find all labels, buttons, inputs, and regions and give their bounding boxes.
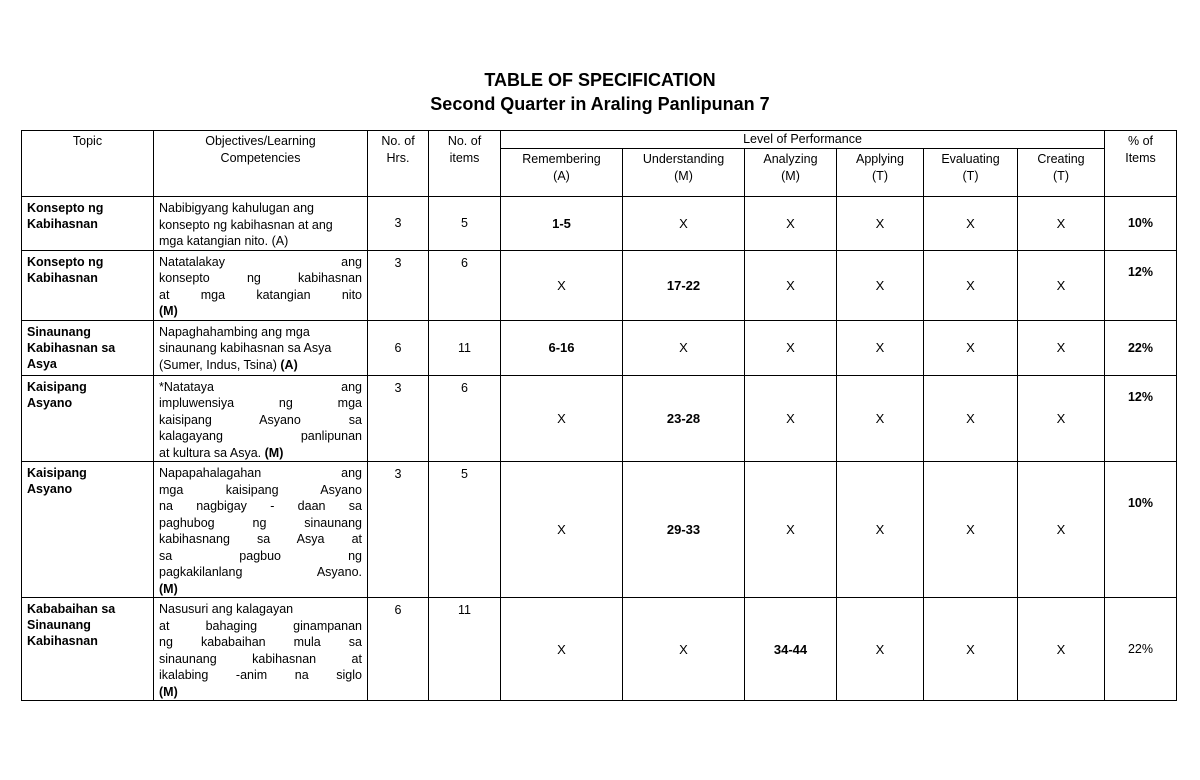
level-cell: 6-16 (501, 320, 623, 375)
level-cell: X (745, 462, 837, 598)
percent-cell: 22% (1105, 598, 1177, 701)
header-items: No. of items (429, 131, 501, 197)
level-cell: X (501, 598, 623, 701)
level-cell: X (837, 462, 924, 598)
header-level-remembering: Remembering (A) (501, 149, 623, 197)
level-cell: 17-22 (623, 250, 745, 320)
percent-cell: 22% (1105, 320, 1177, 375)
level-cell: X (924, 250, 1018, 320)
objective-cell: Nabibigyang kahulugan ang konsepto ng kabihasnan at ang mga katangian nito. (A) (154, 197, 368, 251)
table-row (22, 375, 1177, 462)
level-cell: X (924, 375, 1018, 462)
header-level-creating: Creating (T) (1018, 149, 1105, 197)
level-cell: X (623, 320, 745, 375)
header-percent-items: % of Items (1105, 131, 1177, 197)
topic-cell: Sinaunang Kabihasnan sa Asya (22, 320, 154, 375)
level-cell: X (924, 598, 1018, 701)
hours-cell: 3 (368, 462, 429, 598)
objective-cell: Napaghahambing ang mga sinaunang kabihasnan sa Asya (Sumer, Indus, Tsina) (A) (154, 320, 368, 375)
header-row-1 (22, 131, 1177, 149)
table-row (22, 320, 1177, 375)
percent-cell: 10% (1105, 462, 1177, 598)
level-cell: X (1018, 250, 1105, 320)
items-cell: 5 (429, 462, 501, 598)
objective-cell: Nasusuri ang kalagayan at bahaging ginampanan ng kababaihan mula sa sinaunang kabihasnan at ikalabing -anim na siglo (M) (154, 598, 368, 701)
hours-cell: 3 (368, 197, 429, 251)
level-cell: X (745, 320, 837, 375)
hours-cell: 6 (368, 320, 429, 375)
objective-cell: *Natataya ang impluwensiya ng mga kaisipang Asyano sa kalagayang panlipunan at kultura sa Asya. (M) (154, 375, 368, 462)
level-cell: X (837, 320, 924, 375)
table-row (22, 197, 1177, 251)
level-cell: X (1018, 197, 1105, 251)
items-cell: 6 (429, 375, 501, 462)
level-cell: X (745, 197, 837, 251)
level-cell: X (924, 462, 1018, 598)
topic-cell: Konsepto ng Kabihasnan (22, 250, 154, 320)
header-objectives: Objectives/Learning Competencies (154, 131, 368, 197)
percent-cell: 10% (1105, 197, 1177, 251)
header-level-of-performance: Level of Performance (501, 131, 1105, 149)
topic-cell: Kaisipang Asyano (22, 462, 154, 598)
level-cell: 34-44 (745, 598, 837, 701)
header-level-applying: Applying (T) (837, 149, 924, 197)
hours-cell: 3 (368, 375, 429, 462)
topic-cell: Konsepto ng Kabihasnan (22, 197, 154, 251)
level-cell: X (837, 598, 924, 701)
header-topic: Topic (22, 131, 154, 197)
level-cell: 23-28 (623, 375, 745, 462)
header-level-evaluating: Evaluating (T) (924, 149, 1018, 197)
header-level-analyzing: Analyzing (M) (745, 149, 837, 197)
hours-cell: 6 (368, 598, 429, 701)
level-cell: X (501, 375, 623, 462)
level-cell: X (501, 462, 623, 598)
table-row (22, 250, 1177, 320)
level-cell: X (837, 375, 924, 462)
level-cell: X (745, 250, 837, 320)
table-row (22, 462, 1177, 598)
level-cell: X (1018, 320, 1105, 375)
level-cell: 29-33 (623, 462, 745, 598)
level-cell: X (623, 197, 745, 251)
topic-cell: Kababaihan sa Sinaunang Kabihasnan (22, 598, 154, 701)
items-cell: 6 (429, 250, 501, 320)
level-cell: 1-5 (501, 197, 623, 251)
specification-table (21, 130, 1177, 701)
level-cell: X (1018, 375, 1105, 462)
table-row (22, 598, 1177, 701)
level-cell: X (837, 250, 924, 320)
hours-cell: 3 (368, 250, 429, 320)
percent-cell: 12% (1105, 250, 1177, 320)
header-hours: No. of Hrs. (368, 131, 429, 197)
items-cell: 11 (429, 320, 501, 375)
percent-cell: 12% (1105, 375, 1177, 462)
level-cell: X (745, 375, 837, 462)
header-level-understanding: Understanding (M) (623, 149, 745, 197)
level-cell: X (1018, 462, 1105, 598)
level-cell: X (623, 598, 745, 701)
level-cell: X (1018, 598, 1105, 701)
level-cell: X (837, 197, 924, 251)
level-cell: X (501, 250, 623, 320)
objective-cell: Napapahalagahan ang mga kaisipang Asyano na nagbigay - daan sa paghubog ng sinaunang kabihasnang sa Asya at sa pagbuo ng pagkakilanlang Asyano. (M) (154, 462, 368, 598)
level-cell: X (924, 320, 1018, 375)
page-title: TABLE OF SPECIFICATION (484, 70, 716, 90)
objective-cell: Natatalakay ang konsepto ng kabihasnan at mga katangian nito (M) (154, 250, 368, 320)
items-cell: 5 (429, 197, 501, 251)
topic-cell: Kaisipang Asyano (22, 375, 154, 462)
items-cell: 11 (429, 598, 501, 701)
level-cell: X (924, 197, 1018, 251)
page-subtitle: Second Quarter in Araling Panlipunan 7 (430, 94, 770, 114)
